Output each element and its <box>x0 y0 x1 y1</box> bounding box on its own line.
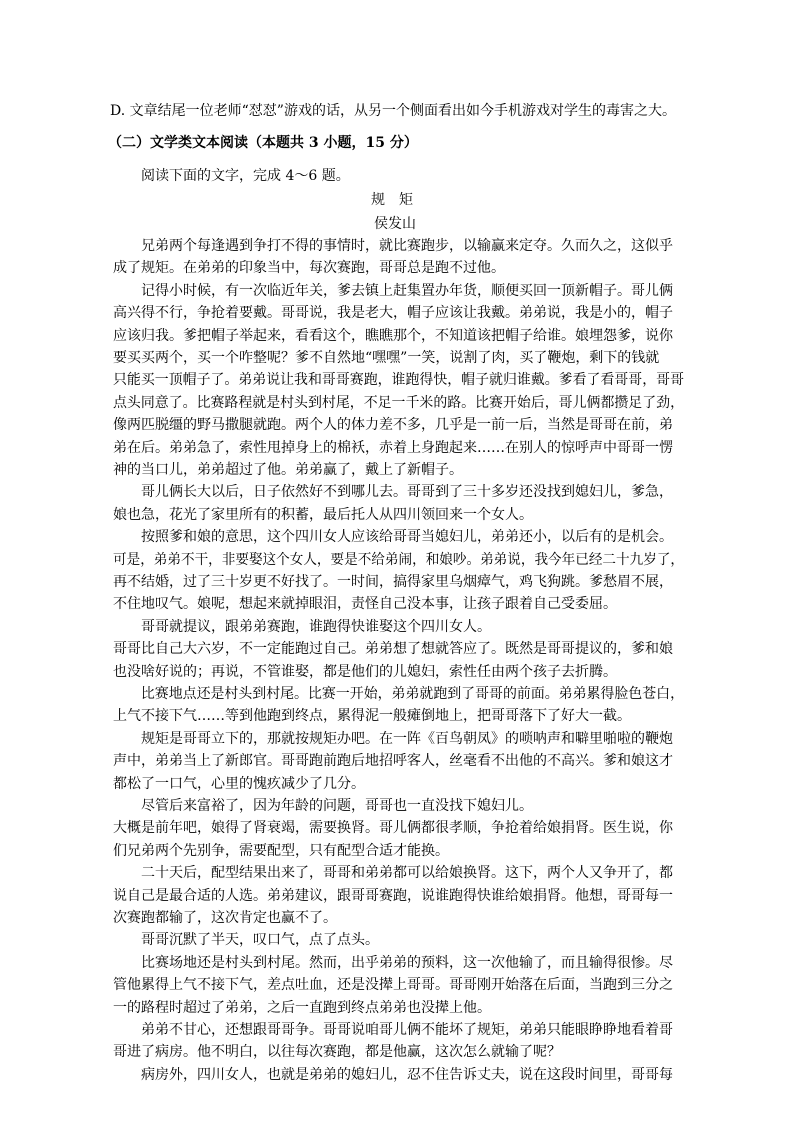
story-line: 成了规矩。在弟弟的印象当中，每次赛跑，哥哥总是跑不过他。 <box>113 260 505 277</box>
story-line: 病房外，四川女人，也就是弟弟的媳妇儿，忍不住告诉丈夫，说在这段时间里，哥哥每 <box>113 1066 673 1083</box>
story-line: 一的路程时超过了弟弟，之后一直跑到终点弟弟也没撵上他。 <box>113 999 491 1016</box>
story-line: 上气不接下气……等到他跑到终点，累得泥一般瘫倒地上，把哥哥落下了好大一截。 <box>113 708 631 725</box>
story-line: 兄弟两个每逢遇到争打不得的事情时，就比赛跑步，以输赢来定夺。久而久之，这似乎 <box>113 238 673 254</box>
story-line: 可是，弟弟不干，非要娶这个女人，要是不给弟闹，和娘吵。弟弟说，我今年已经二十九岁了， <box>113 551 685 568</box>
story-line: 比赛场地还是村头到村尾。然而，出乎弟弟的预料，这一次他输了，而且输得很惨。尽 <box>113 954 673 971</box>
story-line: 哥儿俩长大以后，日子依然好不到哪儿去。哥哥到了三十多岁还没找到媳妇儿，爹急， <box>113 484 673 501</box>
story-author: 侯发山 <box>374 216 416 232</box>
story-line: 弟弟不甘心，还想跟哥哥争。哥哥说咱哥儿俩不能坏了规矩，弟弟只能眼睁睁地看着哥 <box>113 1022 673 1038</box>
story-line: 都松了一口气，心里的愧疚减少了几分。 <box>113 775 365 792</box>
story-line: 规矩是哥哥立下的，那就按规矩办吧。在一阵《百鸟朝凤》的唢呐声和噼里啪啦的鞭炮 <box>113 730 673 747</box>
story-line: 娘也急，花光了家里所有的积蓄，最后托人从四川领回来一个女人。 <box>113 506 533 523</box>
story-line: 应该归我。爹把帽子举起来，看看这个，瞧瞧那个，不知道该把帽子给谁。娘埋怨爹，说你 <box>113 327 673 344</box>
story-line: 次赛跑都输了，这次肯定也赢不了。 <box>113 910 337 926</box>
story-title: 规 矩 <box>371 192 413 208</box>
story-line: 尽管后来富裕了，因为年龄的问题，哥哥也一直没找下媳妇儿。 <box>113 798 533 814</box>
story-line: 声中，弟弟当上了新郎官。哥哥跑前跑后地招呼客人，丝毫看不出他的不高兴。爹和娘这才 <box>113 753 673 770</box>
story-line: 们兄弟两个先别争，需要配型，只有配型合适才能换。 <box>113 842 449 859</box>
story-line: 按照爹和娘的意思，这个四川女人应该给哥哥当媳妇儿，弟弟还小，以后有的是机会。 <box>113 529 673 546</box>
story-line: 大概是前年吧，娘得了肾衰竭，需要换肾。哥儿俩都很孝顺，争抢着给娘捐肾。医生说，你 <box>113 820 673 837</box>
story-line: 哥进了病房。他不明白，以往每次赛跑，都是他赢，这次怎么就输了呢？ <box>113 1044 561 1061</box>
story-line: 点头同意了。比赛路程就是村头到村尾，不足一千米的路。比赛开始后，哥儿俩都攒足了劲， <box>113 394 685 411</box>
story-line: 管他累得上气不接下气，差点吐血，还是没撵上哥哥。哥哥刚开始落在后面，当跑到三分之 <box>113 977 673 994</box>
story-line: 神的当口儿，弟弟超过了他。弟弟赢了，戴上了新帽子。 <box>113 462 463 478</box>
story-line: 哥哥比自己大六岁，不一定能跑过自己。弟弟想了想就答应了。既然是哥哥提议的，爹和娘 <box>113 641 673 658</box>
reading-instruction: 阅读下面的文字，完成 4～6 题。 <box>141 168 350 184</box>
story-line: 比赛地点还是村头到村尾。比赛一开始，弟弟就跑到了哥哥的前面。弟弟累得脸色苍白， <box>113 686 685 702</box>
story-line: 高兴得不行，争抢着要戴。哥哥说，我是老大，帽子应该让我戴。弟弟说，我是小的，帽子 <box>113 305 673 322</box>
story-line: 哥哥沉默了半天，叹口气，点了点头。 <box>113 932 379 949</box>
story-line: 弟在后。弟弟急了，索性甩掉身上的棉袄，赤着上身跑起来……在别人的惊呼声中哥哥一愣 <box>113 439 673 456</box>
story-line: 像两匹脱缰的野马撒腿就跑。两个人的体力差不多，几乎是一前一后，当然是哥哥在前，弟 <box>113 417 673 434</box>
story-line: 再不结婚，过了三十岁更不好找了。一时间，搞得家里乌烟瘴气，鸡飞狗跳。爹愁眉不展， <box>113 574 673 590</box>
story-line: 要买买两个，买一个咋整呢？爹不自然地“嘿嘿”一笑，说割了肉，买了鞭炮，剩下的钱就 <box>113 350 660 366</box>
option-d: D. 文章结尾一位老师“怼怼”游戏的话，从另一个侧面看出如今手机游戏对学生的毒害之大。 <box>110 103 676 119</box>
story-line: 只能买一顶帽子了。弟弟说让我和哥哥赛跑，谁跑得快，帽子就归谁戴。爹看了看哥哥，哥哥 <box>113 372 685 389</box>
section-heading: （二）文学类文本阅读（本题共 3 小题，15 分） <box>108 135 418 151</box>
story-line: 二十天后，配型结果出来了，哥哥和弟弟都可以给娘换肾。这下，两个人又争开了，都 <box>113 865 673 882</box>
story-line: 也没啥好说的；再说，不管谁娶，都是他们的儿媳妇，索性任由两个孩子去折腾。 <box>113 663 617 680</box>
story-line: 记得小时候，有一次临近年关，爹去镇上赶集置办年货，顺便买回一顶新帽子。哥儿俩 <box>113 282 673 299</box>
story-line: 说自己是最合适的人选。弟弟建议，跟哥哥赛跑，说谁跑得快谁给娘捐肾。他想，哥哥每一 <box>113 887 673 904</box>
story-line: 不住地叹气。娘呢，想起来就掉眼泪，责怪自己没本事，让孩子跟着自己受委屈。 <box>113 596 617 613</box>
story-line: 哥哥就提议，跟弟弟赛跑，谁跑得快谁娶这个四川女人。 <box>113 618 491 635</box>
